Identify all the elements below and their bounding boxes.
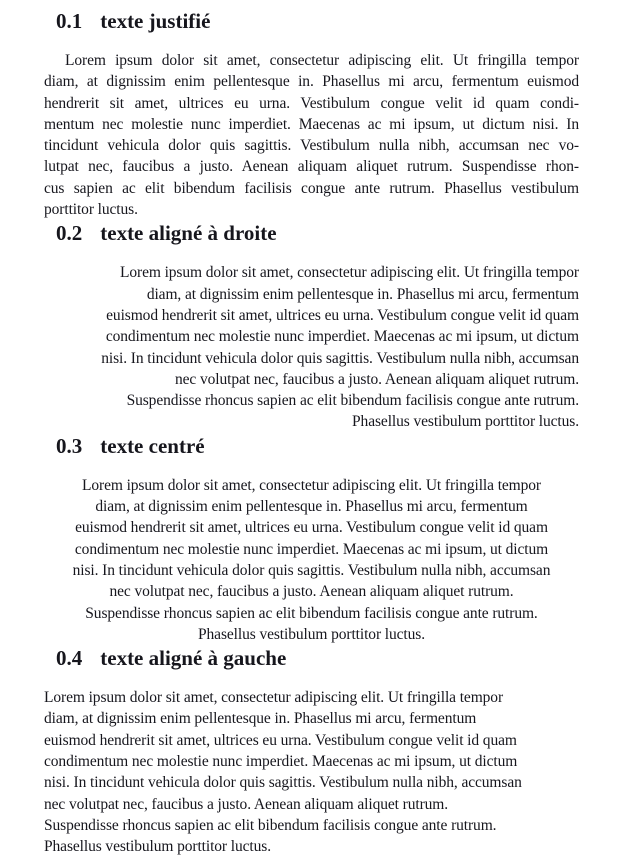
paragraph: [44, 50, 579, 220]
text-line: diam, at dignissim enim pellentesque in. Phasellus mi arcu, fermentum: [95, 498, 528, 516]
text-line: diam, at dignissim enim pellentesque in. Phasellus mi arcu, fermentum: [44, 710, 477, 728]
text-line: euismod hendrerit sit amet, ultrices eu urna. Vestibulum congue velit id quam: [106, 306, 579, 324]
text-line: Suspendisse rhoncus sapien ac elit bibendum facilisis congue ante rutrum.: [85, 604, 538, 622]
section-title: texte aligné à gauche: [100, 646, 287, 671]
section-title: texte centré: [100, 433, 205, 458]
text-line: condimentum nec molestie nunc imperdiet. Maecenas ac mi ipsum, ut dictum: [74, 540, 549, 558]
text-line: Suspendisse rhoncus sapien ac elit bibendum facilisis congue ante rutrum.: [126, 392, 579, 410]
section-number: 0.2: [56, 221, 83, 246]
text-line: Phasellus vestibulum porttitor luctus.: [352, 413, 579, 431]
text-line: nec volutpat nec, faucibus a justo. Aenean aliquam aliquet rutrum.: [109, 583, 514, 601]
text-line: tincidunt vehicula dolor quis sagittis. Vestibulum nulla nibh, accumsan nec vo-: [44, 137, 579, 155]
text-line: Lorem ipsum dolor sit amet, consectetur adipiscing elit. Ut fringilla tempor: [81, 476, 541, 494]
paragraph: [44, 475, 579, 645]
section-heading: [56, 433, 579, 459]
section-title: texte justifié: [100, 9, 211, 33]
paragraph: [44, 687, 579, 857]
text-line: lutpat nec, faucibus a justo. Aenean aliquam aliquet rutrum. Suspendisse rhon-: [44, 158, 579, 176]
text-line: Lorem ipsum dolor sit amet, consectetur adipiscing elit. Ut fringilla tempor: [65, 52, 579, 69]
text-line: nec volutpat nec, faucibus a justo. Aenean aliquam aliquet rutrum.: [44, 795, 449, 813]
text-line: Suspendisse rhoncus sapien ac elit bibendum facilisis congue ante rutrum.: [44, 816, 497, 834]
text-line: porttitor luctus.: [44, 201, 138, 219]
section-left-aligned: [44, 645, 579, 857]
section-title: texte aligné à droite: [100, 221, 277, 246]
section-number: 0.3: [56, 433, 83, 458]
section-number: 0.4: [56, 646, 83, 671]
text-line: Lorem ipsum dolor sit amet, consectetur adipiscing elit. Ut fringilla tempor: [119, 264, 579, 282]
text-line: hendrerit sit amet, ultrices eu urna. Vestibulum congue velit id quam condi-: [44, 94, 579, 112]
text-line: euismod hendrerit sit amet, ultrices eu urna. Vestibulum congue velit id quam: [75, 519, 548, 537]
section-heading: [56, 220, 579, 246]
text-line: euismod hendrerit sit amet, ultrices eu urna. Vestibulum congue velit id quam: [44, 731, 517, 749]
text-line: condimentum nec molestie nunc imperdiet. Maecenas ac mi ipsum, ut dictum: [44, 753, 518, 771]
text-line: diam, at dignissim enim pellentesque in. Phasellus mi arcu, fermentum euismod: [44, 73, 579, 91]
text-line: nisi. In tincidunt vehicula dolor quis sagittis. Vestibulum nulla nibh, accumsan: [101, 349, 579, 367]
text-line: diam, at dignissim enim pellentesque in. Phasellus mi arcu, fermentum: [146, 285, 579, 303]
text-line: Phasellus vestibulum porttitor luctus.: [44, 838, 271, 856]
paragraph: [44, 262, 579, 432]
section-right-aligned: [44, 220, 579, 432]
text-line: Phasellus vestibulum porttitor luctus.: [198, 625, 425, 643]
text-line: nec volutpat nec, faucibus a justo. Aenean aliquam aliquet rutrum.: [174, 370, 579, 388]
text-line: mentum nec molestie nunc imperdiet. Maecenas ac mi ipsum, ut dictum nisi. In: [44, 115, 579, 133]
section-heading: [56, 8, 579, 34]
text-line: nisi. In tincidunt vehicula dolor quis sagittis. Vestibulum nulla nibh, accumsan: [44, 774, 522, 792]
text-line: Lorem ipsum dolor sit amet, consectetur adipiscing elit. Ut fringilla tempor: [44, 689, 504, 707]
text-line: nisi. In tincidunt vehicula dolor quis sagittis. Vestibulum nulla nibh, accumsan: [72, 561, 551, 579]
section-number: 0.1: [56, 9, 83, 33]
text-line: cus sapien ac elit bibendum facilisis congue ante rutrum. Phasellus vestibulum: [44, 179, 579, 197]
section-justified: [44, 8, 579, 220]
section-heading: [56, 645, 579, 671]
text-line: condimentum nec molestie nunc imperdiet. Maecenas ac mi ipsum, ut dictum: [105, 328, 579, 346]
section-centered: [44, 433, 579, 645]
